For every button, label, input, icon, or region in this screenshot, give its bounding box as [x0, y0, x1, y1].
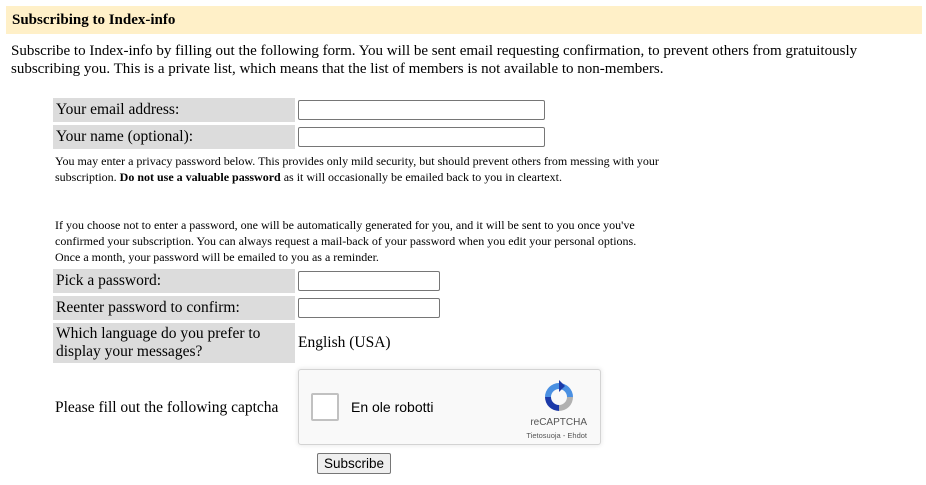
recaptcha-links[interactable]: Tietosuoja - Ehdot	[526, 431, 587, 440]
section-header	[6, 6, 922, 34]
recaptcha-checkbox-label: En ole robotti	[351, 399, 434, 415]
recaptcha-checkbox[interactable]	[311, 393, 339, 421]
password-confirm-input[interactable]	[298, 298, 440, 318]
password-confirm-label: Reenter password to confirm:	[53, 296, 295, 320]
recaptcha-brand: reCAPTCHA	[530, 417, 587, 428]
recaptcha-logo-icon	[542, 380, 576, 414]
name-label: Your name (optional):	[53, 125, 295, 149]
captcha-label: Please fill out the following captcha	[55, 399, 279, 416]
intro-text: Subscribe to Index-info by filling out the following form. You will be sent email requesting confirmation, to prevent others from gratuitously subscribing you. This is a private list, which means that the list of members is not available to non-members.	[11, 43, 858, 77]
password-note-autogen: If you choose not to enter a password, one will be automatically generated for you, and it will be sent to you once you've confirmed your subscription. You can always request a mail-back of your password when you edit your personal options. Once a month, your password will be emailed to you as a reminder.	[55, 218, 637, 264]
page-title: Subscribing to Index-info	[12, 11, 176, 28]
language-label: Which language do you prefer to display your messages?	[53, 323, 295, 363]
password-warning-bold: Do not use a valuable password	[119, 170, 281, 184]
email-input[interactable]	[298, 100, 545, 120]
email-label: Your email address:	[53, 98, 295, 122]
password-note-text: You may enter a privacy password below. This provides only mild security, but should prevent others from messing with your subscription.	[55, 154, 659, 184]
subscribe-button[interactable]: Subscribe	[317, 453, 391, 474]
recaptcha-widget	[298, 369, 601, 445]
password-label: Pick a password:	[53, 269, 295, 293]
password-input[interactable]	[298, 271, 440, 291]
language-value: English (USA)	[298, 334, 391, 351]
password-note-warning	[55, 153, 661, 185]
password-note-text-end: as it will occasionally be emailed back to you in cleartext.	[280, 170, 562, 184]
name-input[interactable]	[298, 127, 545, 147]
